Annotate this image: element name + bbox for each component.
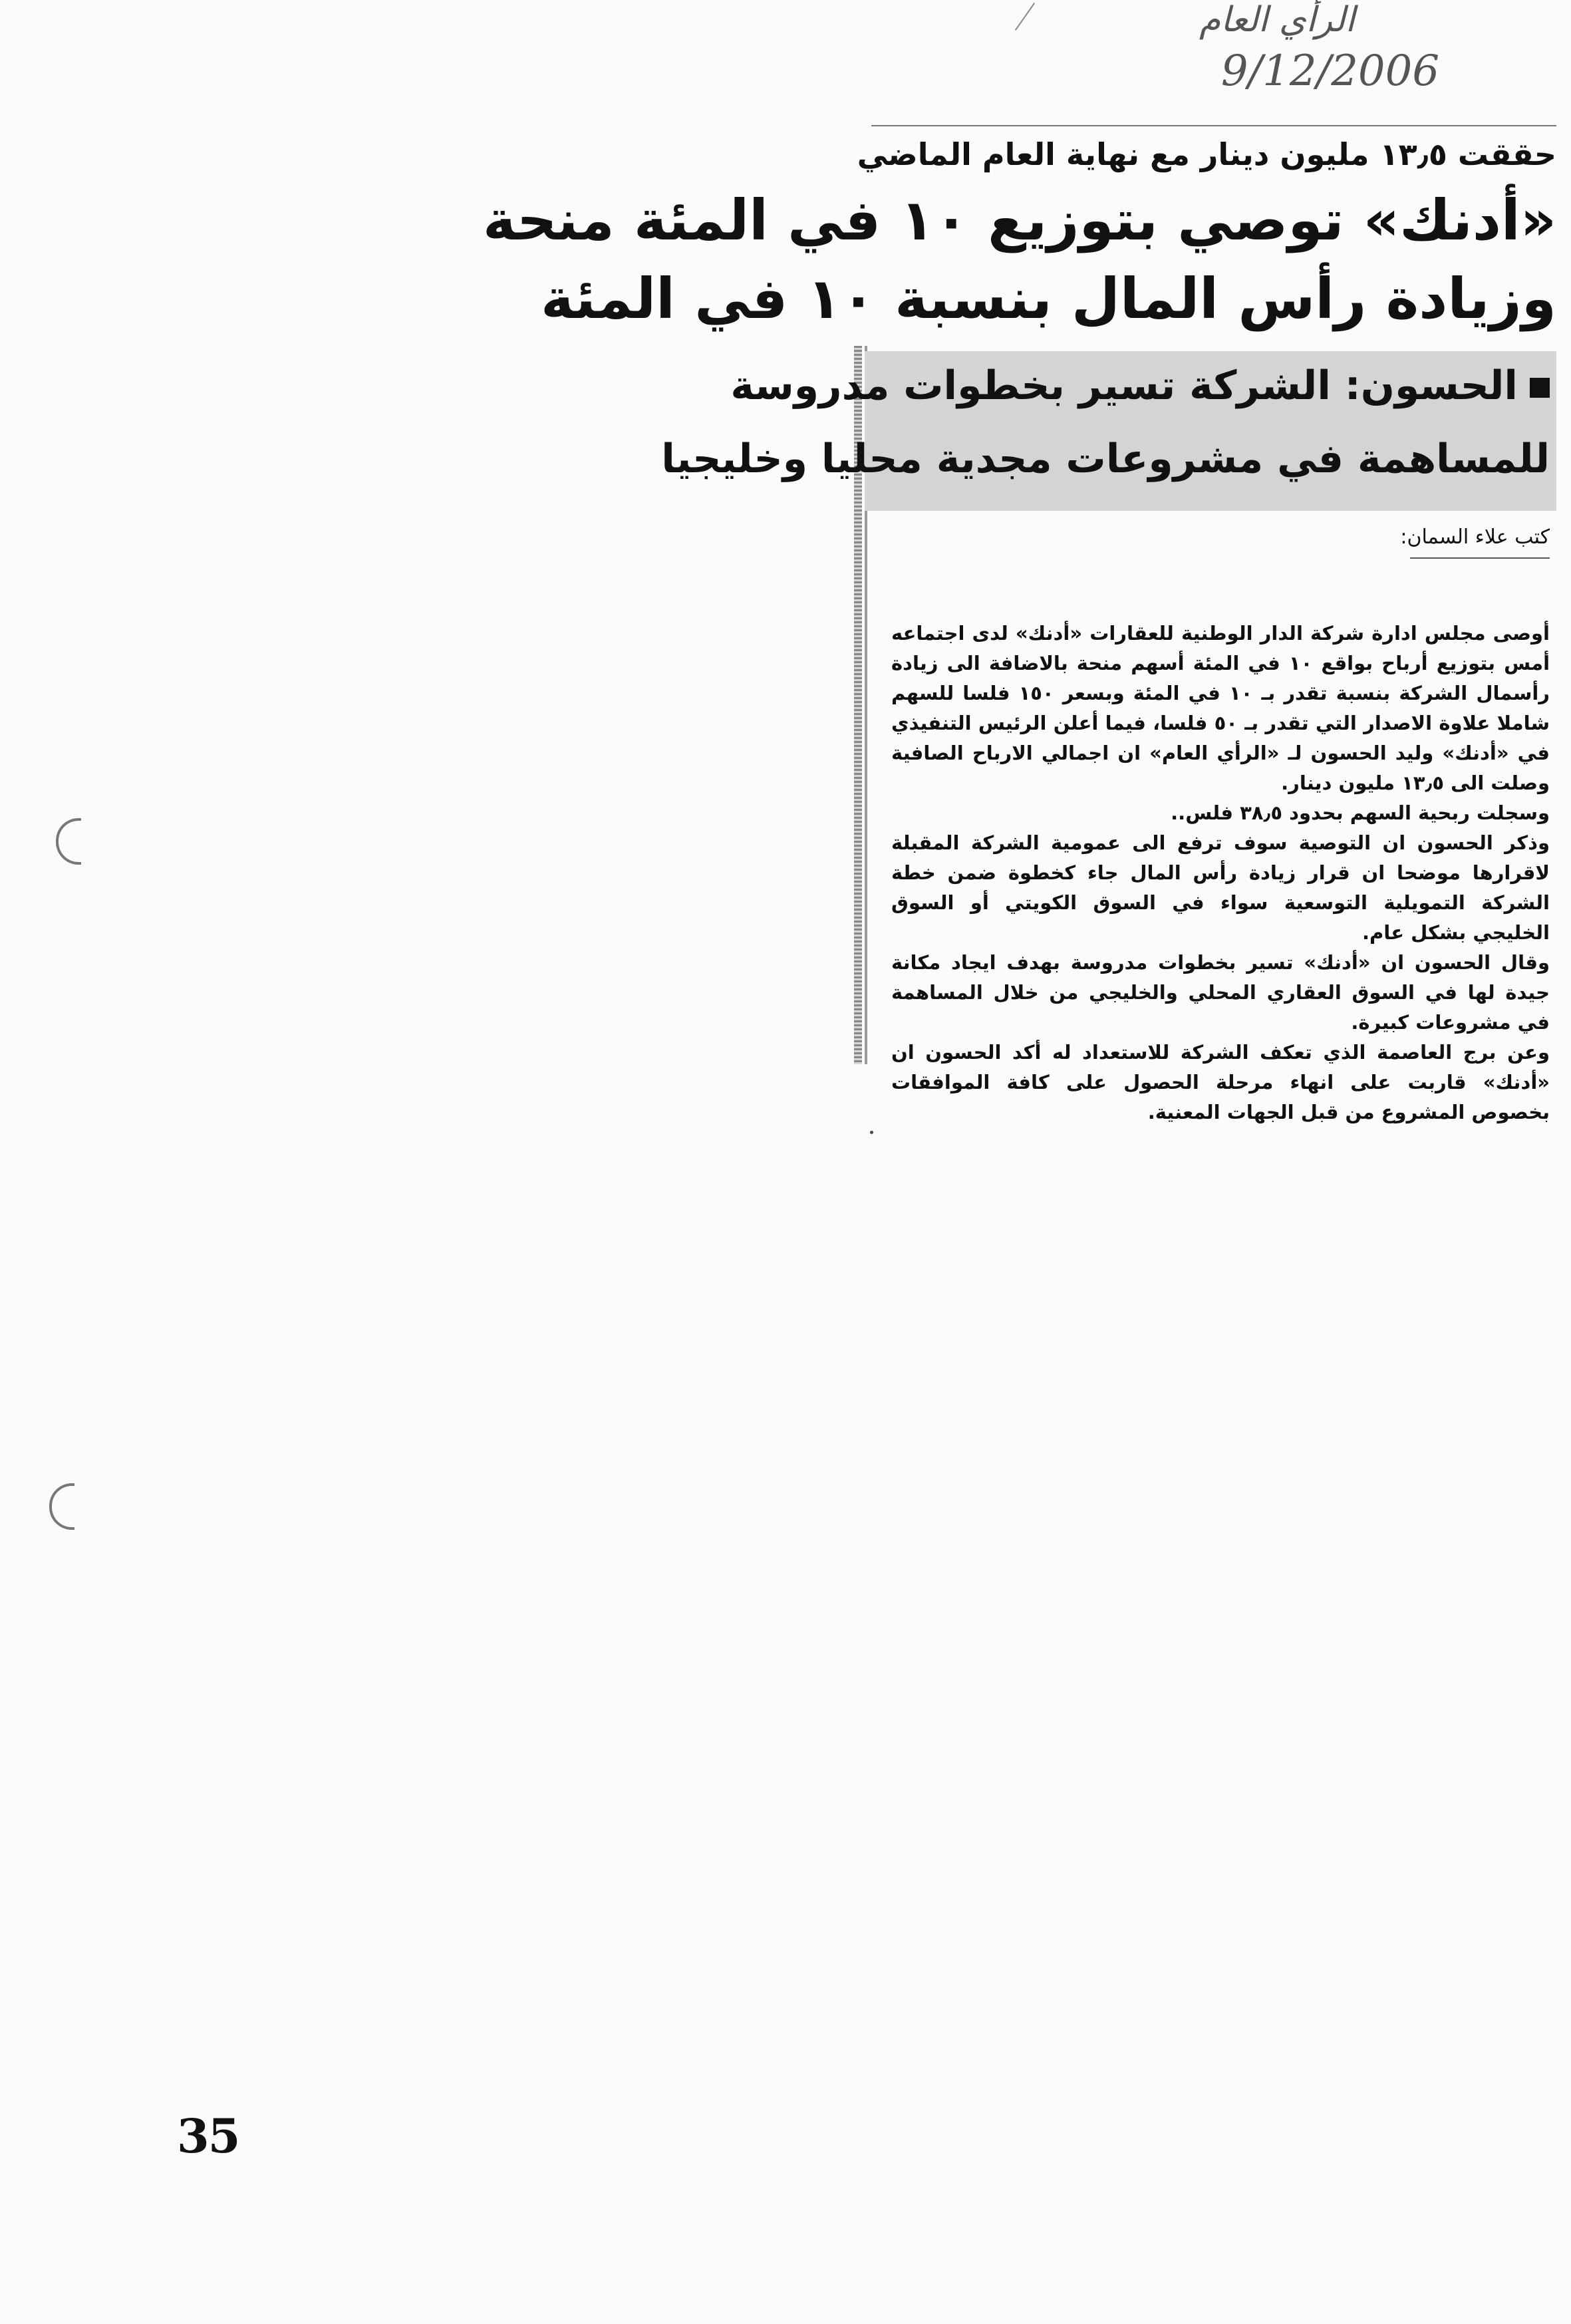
article-subhead-line-1 — [730, 363, 1550, 429]
article-kicker: حققت ١٣٫٥ مليون دينار مع نهاية العام الماضي — [857, 136, 1556, 172]
pen-mark — [1015, 3, 1035, 31]
square-bullet-icon — [1530, 378, 1550, 398]
binder-hole-mark — [56, 818, 81, 865]
article-subhead-line-2: للمساهمة في مشروعات مجدية محليا وخليجيا — [661, 436, 1550, 482]
article-paragraph: وقال الحسون ان «أدنك» تسير بخطوات مدروسة بهدف ايجاد مكانة جيدة لها في السوق العقاري المحلي والخليجي من خلال المساهمة في مشروعات كبيرة. — [891, 951, 1550, 1034]
binder-hole-mark — [49, 1483, 74, 1530]
article-paragraph: وعن برج العاصمة الذي تعكف الشركة للاستعداد له أكد الحسون ان «أدنك» قاربت على انهاء مرحلة الحصول على كافة الموافقات بخصوص المشروع من قبل الجهات المعنية. — [891, 1041, 1550, 1123]
handwritten-source-note: الرأي العام — [1199, 0, 1356, 40]
article-body — [891, 619, 1550, 1123]
page-number: 35 — [177, 2108, 239, 2164]
byline-underline — [1410, 557, 1550, 559]
subhead-text-1: الحسون: الشركة تسير بخطوات مدروسة — [730, 363, 1518, 409]
article-byline: كتب علاء السمان: — [1400, 525, 1550, 549]
article-paragraph: وسجلت ربحية السهم بحدود ٣٨٫٥ فلس.. — [1171, 801, 1550, 824]
clipping-top-border — [871, 125, 1556, 126]
article-paragraph: وذكر الحسون ان التوصية سوف ترفع الى عمومية الشركة المقبلة لاقرارها موضحا ان قرار زيادة رأس المال جاء كخطوة ضمن خطة الشركة التمويلية التوسعية سواء في السوق الكويتي أو السوق الخليجي بشكل عام. — [891, 831, 1550, 944]
article-headline-line-2: وزيادة رأس المال بنسبة ١٠ في المئة — [541, 266, 1556, 331]
handwritten-date: 9/12/2006 — [1220, 47, 1440, 96]
article-headline-line-1: «أدنك» توصي بتوزيع ١٠ في المئة منحة — [483, 188, 1556, 253]
article-paragraph: أوصى مجلس ادارة شركة الدار الوطنية للعقارات «أدنك» لدى اجتماعه أمس بتوزيع أرباح بواقع ١٠ في المئة أسهم منحة بالاضافة الى زيادة رأسمال الشركة بنسبة تقدر بـ ١٠ في المئة وبسعر ١٥٠ فلسا للسهم شاملا علاوة الاصدار التي تقدر بـ ٥٠ فلسا، فيما أعلن الرئيس التنفيذي في «أدنك» وليد الحسون لـ «الرأي العام» ان اجمالي الارباح الصافية وصلت الى ١٣٫٥ مليون دينار. — [891, 622, 1550, 794]
scan-speck — [870, 1131, 873, 1134]
